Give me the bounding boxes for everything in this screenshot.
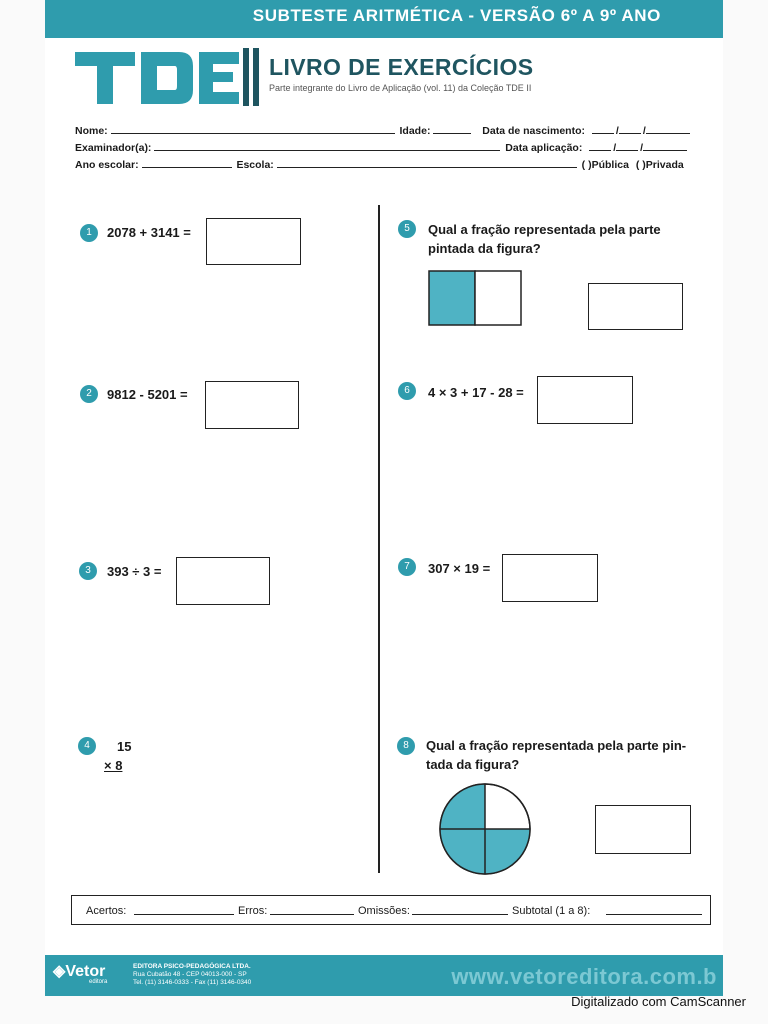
birthdate-label: Data de nascimento:	[482, 125, 585, 137]
score-summary	[71, 895, 711, 925]
omissions-field[interactable]	[412, 905, 508, 915]
private-checkbox[interactable]: ( )Privada	[635, 159, 684, 171]
vetor-logo	[53, 961, 107, 985]
column-divider	[378, 205, 380, 873]
publisher-website: www.vetoreditora.com.b	[451, 964, 717, 989]
publisher-name: EDITORA PSICO-PEDAGÓGICA LTDA.	[133, 963, 251, 970]
question-8-line2: tada da figura?	[426, 757, 520, 772]
correct-label: Acertos:	[86, 905, 127, 917]
app-year-field[interactable]	[643, 141, 687, 151]
question-1-expression: 2078 + 3141 =	[107, 225, 191, 240]
question-number-badge: 5	[398, 220, 416, 238]
question-8-line1: Qual a fração representada pela parte pin-	[426, 738, 687, 753]
question-2-expression: 9812 - 5201 =	[107, 387, 188, 402]
errors-field[interactable]	[270, 905, 354, 915]
question-5-line2: pintada da figura?	[428, 241, 541, 256]
date-separator: /	[615, 125, 619, 137]
school-field[interactable]	[277, 158, 577, 168]
answer-box-2[interactable]	[205, 381, 299, 429]
birth-month-field[interactable]	[619, 124, 641, 134]
question-7-expression: 307 × 19 =	[428, 561, 491, 576]
question-4-multiplier: × 8	[104, 758, 123, 773]
exercise-sheet	[45, 0, 723, 996]
name-label: Nome:	[75, 125, 108, 137]
question-number-badge: 8	[397, 737, 415, 755]
three-quarters-shaded-circle-figure	[438, 782, 532, 876]
birth-day-field[interactable]	[592, 124, 614, 134]
top-banner	[45, 0, 723, 38]
publisher-info	[133, 963, 251, 987]
answer-box-6[interactable]	[537, 376, 633, 424]
examiner-field[interactable]	[154, 141, 500, 151]
question-6-expression: 4 × 3 + 17 - 28 =	[428, 385, 524, 400]
errors-label: Erros:	[238, 905, 268, 917]
book-subtitle: Parte integrante do Livro de Aplicação (vol. 11) da Coleção TDE II	[269, 83, 532, 93]
date-separator: /	[640, 142, 644, 154]
school-year-field[interactable]	[142, 158, 232, 168]
age-label: Idade:	[399, 125, 431, 137]
question-3-expression: 393 ÷ 3 =	[107, 564, 162, 579]
examiner-label: Examinador(a):	[75, 142, 152, 154]
public-checkbox[interactable]: ( )Pública	[581, 159, 629, 171]
answer-box-5[interactable]	[588, 283, 683, 330]
question-number-badge: 3	[79, 562, 97, 580]
school-year-label: Ano escolar:	[75, 159, 139, 171]
correct-field[interactable]	[134, 905, 234, 915]
question-number-badge: 1	[80, 224, 98, 242]
publisher-phone: Tel. (11) 3146-0333 - Fax (11) 3146-0340	[133, 979, 252, 986]
question-number-badge: 2	[80, 385, 98, 403]
date-separator: /	[613, 142, 617, 154]
book-title: LIVRO DE EXERCÍCIOS	[269, 54, 534, 80]
answer-box-1[interactable]	[206, 218, 301, 265]
question-4-multiplicand: 15	[117, 739, 132, 754]
age-field[interactable]	[433, 124, 471, 134]
half-shaded-rectangle-figure	[428, 270, 522, 326]
app-day-field[interactable]	[589, 141, 611, 151]
tde-logo	[75, 46, 261, 108]
subtotal-field[interactable]	[606, 905, 702, 915]
question-number-badge: 6	[398, 382, 416, 400]
subtotal-label: Subtotal (1 a 8):	[512, 905, 591, 917]
answer-box-3[interactable]	[176, 557, 270, 605]
banner-title: SUBTESTE ARITMÉTICA - VERSÃO 6º A 9º ANO	[252, 6, 661, 25]
answer-box-8[interactable]	[595, 805, 691, 854]
vetor-logo-sub: editora	[89, 979, 108, 985]
school-label: Escola:	[236, 159, 274, 171]
birth-year-field[interactable]	[646, 124, 690, 134]
question-number-badge: 4	[78, 737, 96, 755]
publisher-address: Rua Cubatão 48 - CEP 04013-000 - SP	[133, 971, 247, 978]
name-field[interactable]	[111, 124, 395, 134]
app-month-field[interactable]	[616, 141, 638, 151]
date-separator: /	[642, 125, 646, 137]
scanner-watermark: Digitalizado com CamScanner	[571, 994, 746, 1009]
application-date-label: Data aplicação:	[505, 142, 583, 154]
publisher-footer	[45, 955, 723, 996]
diamond-icon: ◈	[53, 963, 66, 980]
omissions-label: Omissões:	[358, 905, 410, 917]
question-number-badge: 7	[398, 558, 416, 576]
answer-box-7[interactable]	[502, 554, 598, 602]
vetor-logo-text: Vetor	[65, 963, 106, 980]
question-5-line1: Qual a fração representada pela parte	[428, 222, 661, 237]
